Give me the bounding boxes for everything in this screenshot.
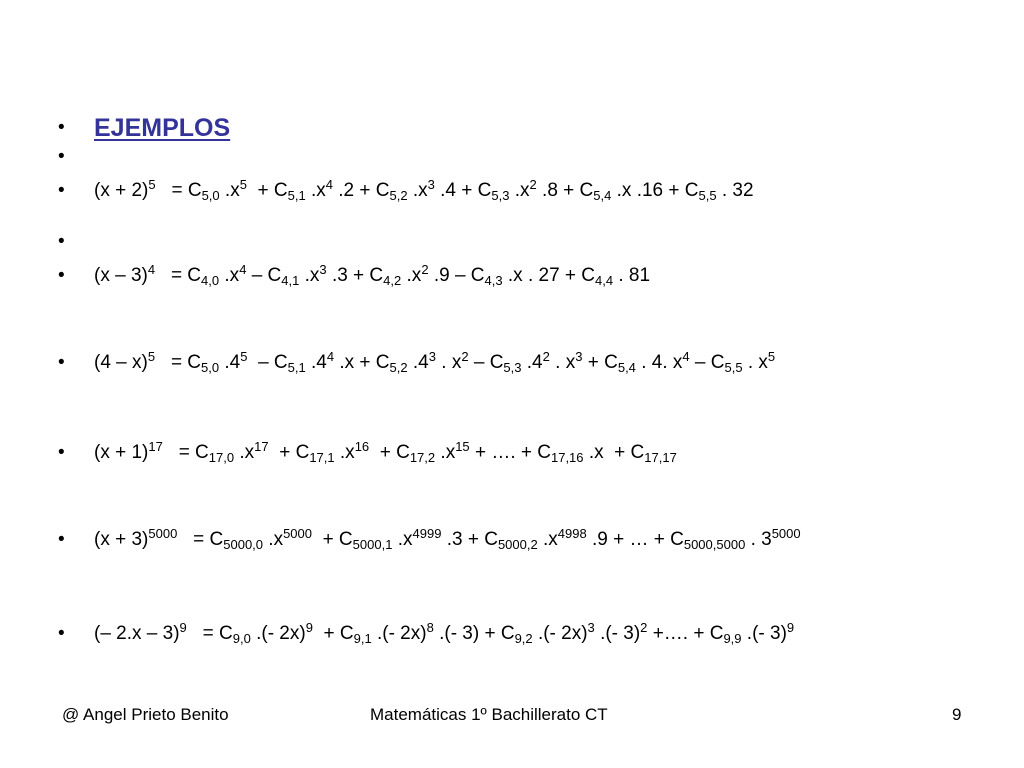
bullet: • xyxy=(58,623,65,644)
formula: $(x + 1)^{17}$ = $C_{17,0}$ $.x^{17} + C_{17,1}$ $.x^{16} + C_{17,2}$ $.x^{15}$ + …. + $C_{17,16}$ $.x + C_{17,17}$ xyxy=(94,439,677,465)
footer-course: Matemáticas 1º Bachillerato CT xyxy=(370,705,608,724)
bullet: • xyxy=(58,231,65,252)
heading-ejemplos: EJEMPLOS xyxy=(94,114,231,142)
formula: $(x + 2)^5$ = $C_{5,0}$ $.x^5 + C_{5,1}$ $.x^4$ $.2 + C_{5,2}$ $.x^3$ $.4 + C_{5,3}$ $.x^2$ $.8 + C_{5,4}$ .x $.16 + C_{5,5}$ . 32 xyxy=(94,177,754,203)
formula: (4 – x)$^5$ = $C_{5,0}$ $.4^5 - C_{5,1}$ $.4^4$ $.x + C_{5,2}$ $.4^3$ . $x^2 - C_{5,3}$ $.4^2$ . $x^3 + C_{5,4}$ . 4. $x^4 - C_{5,5}$ . $x^5$ xyxy=(94,349,776,375)
bullet: • xyxy=(58,117,65,138)
bullet: • xyxy=(58,529,65,550)
footer-author: @ Angel Prieto Benito xyxy=(62,705,229,724)
page-number: 9 xyxy=(952,705,962,724)
bullet: • xyxy=(58,265,65,286)
bullet: • xyxy=(58,442,65,463)
bullet: • xyxy=(58,352,65,373)
bullet: • xyxy=(58,180,65,201)
formula: $(x + 3)^{5000}$ = $C_{5000,0}$ $.x^{5000} + C_{5000,1}$ $.x^{4999}$ $.3 + C_{5000,2}$ $.x^{4998}$ .9 + … + $C_{5000,5000}$ . $3^{5000}$ xyxy=(94,526,801,552)
bullet: • xyxy=(58,146,65,167)
formula: (x – 3)$^4$ = $C_{4,0}$ $.x^4 - C_{4,1}$ $.x^3$ $.3 + C_{4,2}$ $.x^2$ $.9 - C_{4,3}$ .x . $27 + C_{4,4}$ . 81 xyxy=(94,262,651,288)
formula: (– 2.x – 3)$^9$ = $C_{9,0}$ .(- $2x)^9 + C_{9,1}$ .(- 2x)$^8$ .(- $3) + C_{9,2}$ .(- 2x)$^3$ .(- 3)$^2$ +…. + $C_{9,9}$ .(- 3)$^9$ xyxy=(94,620,795,646)
